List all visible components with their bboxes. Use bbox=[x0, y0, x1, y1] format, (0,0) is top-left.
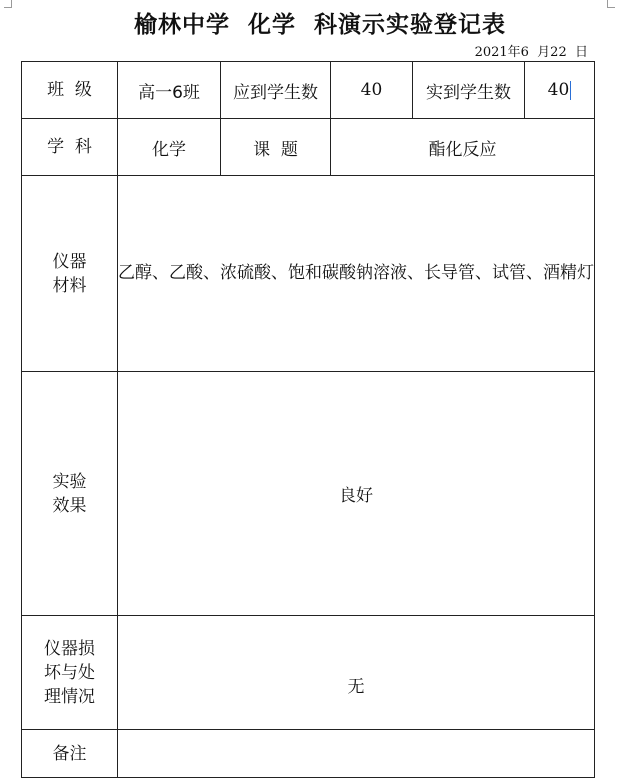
effect-value[interactable]: 良好 bbox=[118, 372, 595, 616]
class-value-text: 高一6班 bbox=[138, 82, 200, 103]
expected-students-value[interactable]: 40 bbox=[331, 62, 413, 119]
materials-label-line2: 材料 bbox=[52, 275, 87, 296]
subject-label: 学 科 bbox=[22, 119, 118, 176]
experiment-registration-table bbox=[21, 61, 595, 778]
topic-label: 课 题 bbox=[221, 119, 331, 176]
damage-value-text: 无 bbox=[347, 677, 365, 697]
damage-label-line2: 坏与处 bbox=[44, 662, 95, 683]
damage-row bbox=[22, 616, 595, 730]
actual-students-value: 40 bbox=[547, 80, 570, 100]
topic-value[interactable]: 酯化反应 bbox=[331, 119, 595, 176]
expected-students-label: 应到学生数 bbox=[221, 62, 331, 119]
text-cursor bbox=[570, 81, 571, 100]
remarks-row bbox=[22, 730, 595, 778]
damage-label-line1: 仪器损 bbox=[44, 638, 95, 659]
remarks-label: 备注 bbox=[22, 730, 118, 778]
materials-label-line1: 仪器 bbox=[52, 251, 87, 272]
damage-value[interactable] bbox=[118, 616, 595, 730]
actual-students-cell[interactable] bbox=[525, 62, 595, 119]
materials-row bbox=[22, 176, 595, 372]
damage-label-line3: 理情况 bbox=[44, 686, 95, 707]
class-row bbox=[22, 62, 595, 119]
class-value[interactable] bbox=[118, 62, 221, 119]
effect-label bbox=[22, 372, 118, 616]
remarks-value[interactable] bbox=[118, 730, 595, 778]
materials-value[interactable]: 乙醇、乙酸、浓硫酸、饱和碳酸钠溶液、长导管、试管、酒精灯 bbox=[118, 176, 595, 372]
effect-row bbox=[22, 372, 595, 616]
document-title: 榆林中学 化学 科演示实验登记表 bbox=[133, 12, 507, 38]
effect-label-line1: 实验 bbox=[52, 471, 87, 492]
actual-students-label: 实到学生数 bbox=[413, 62, 525, 119]
class-label: 班 级 bbox=[22, 62, 118, 119]
effect-label-line2: 效果 bbox=[52, 495, 87, 516]
subject-value[interactable]: 化学 bbox=[118, 119, 221, 176]
subject-row bbox=[22, 119, 595, 176]
registration-date: 2021年6 月22 日 bbox=[474, 45, 588, 60]
materials-label bbox=[22, 176, 118, 372]
damage-label bbox=[22, 616, 118, 730]
